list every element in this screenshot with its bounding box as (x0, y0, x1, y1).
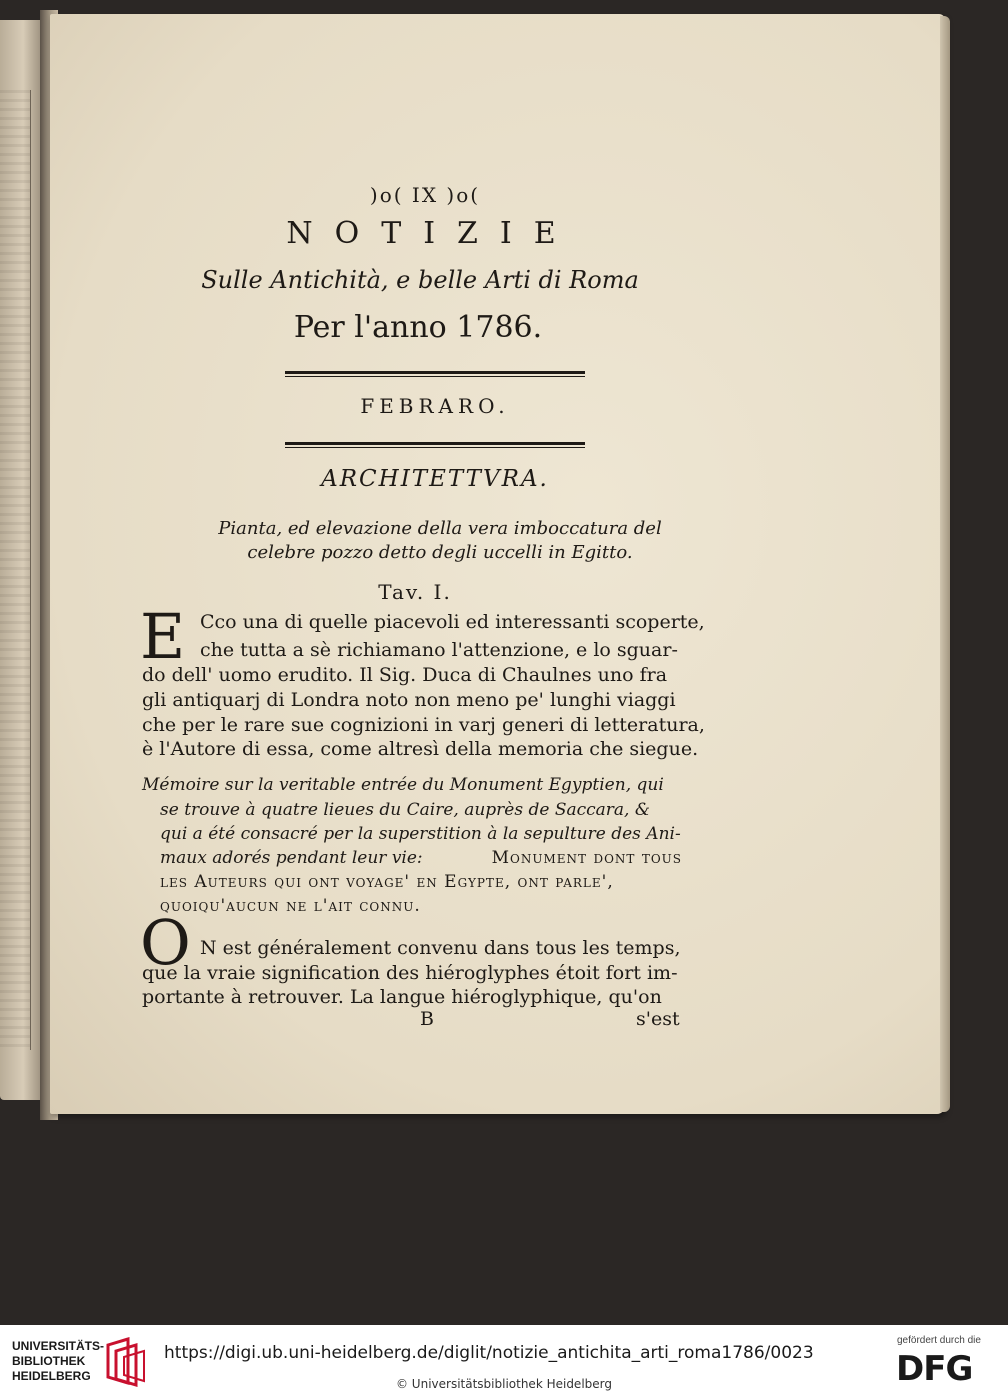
memoire-line: Mémoire sur la veritable entrée du Monument Egyptien, qui (142, 775, 664, 795)
memoire-smallcaps: quoiqu'aucun ne l'ait connu. (160, 896, 421, 916)
paragraph-line: gli antiquarj di Londra noto non meno pe' lunghi viaggi (142, 689, 676, 711)
memoire-line: qui a été consacré per la superstition à la sepulture des Ani- (160, 824, 681, 844)
description-line: Pianta, ed elevazione della vera imboccatura del (218, 518, 662, 539)
section-heading: ARCHITETTVRA. (321, 466, 549, 492)
memoire-smallcaps: Monument dont tous (491, 848, 682, 868)
logo-line: UNIVERSITÄTS- (12, 1339, 105, 1353)
dfg-caption: gefördert durch die (897, 1335, 981, 1346)
page-title: NOTIZIE (286, 216, 578, 251)
paragraph-line: N est généralement convenu dans tous les temps, (200, 937, 681, 959)
divider-rule-bottom (285, 442, 585, 445)
paragraph-line: Cco una di quelle piacevoli ed interessanti scoperte, (200, 611, 705, 633)
paragraph-line: è l'Autore di essa, come altresì della memoria che siegue. (142, 738, 699, 760)
dfg-logo[interactable]: DFG (896, 1349, 973, 1389)
divider-rule-top-thin (285, 376, 585, 377)
month-heading: FEBRARO. (360, 394, 510, 418)
facing-plate-engraving (0, 90, 31, 1050)
page-fore-edge (940, 16, 950, 1112)
viewer-footer (0, 1325, 1008, 1400)
memoire-line: maux adorés pendant leur vie: (160, 848, 423, 868)
divider-rule-bottom-thin (285, 447, 585, 448)
running-header: )o( IX )o( (369, 183, 481, 207)
page-subtitle: Sulle Antichità, e belle Arti di Roma (201, 266, 639, 294)
drop-cap: E (140, 600, 186, 673)
catchword: s'est (636, 1008, 680, 1030)
plate-label: Tav. I. (378, 580, 452, 604)
divider-rule-top (285, 371, 585, 374)
drop-cap: O (140, 906, 191, 979)
paragraph-line: que la vraie signification des hiéroglyphes étoit fort im- (142, 962, 678, 984)
description-line: celebre pozzo detto degli uccelli in Egitto. (247, 542, 633, 563)
permalink-url[interactable]: https://digi.ub.uni-heidelberg.de/diglit/notizie_antichita_arti_roma1786/0023 (164, 1343, 814, 1363)
paragraph-line: do dell' uomo erudito. Il Sig. Duca di Chaulnes uno fra (142, 664, 668, 686)
memoire-line: se trouve à quatre lieues du Caire, auprès de Saccara, & (160, 800, 650, 820)
logo-line: BIBLIOTHEK (12, 1354, 86, 1368)
year-line: Per l'anno 1786. (293, 310, 543, 345)
signature-mark: B (420, 1008, 434, 1030)
copyright-notice: © Universitätsbibliothek Heidelberg (395, 1377, 612, 1391)
logo-line: HEIDELBERG (12, 1369, 91, 1383)
paragraph-line: che tutta a sè richiamano l'attenzione, e lo sguar- (200, 639, 678, 661)
paragraph-line: portante à retrouver. La langue hiéroglyphique, qu'on (142, 986, 662, 1008)
paragraph-line: che per le rare sue cognizioni in varj generi di letteratura, (142, 714, 705, 736)
memoire-smallcaps: les Auteurs qui ont voyage' en Egypte, ont parle', (160, 872, 614, 892)
